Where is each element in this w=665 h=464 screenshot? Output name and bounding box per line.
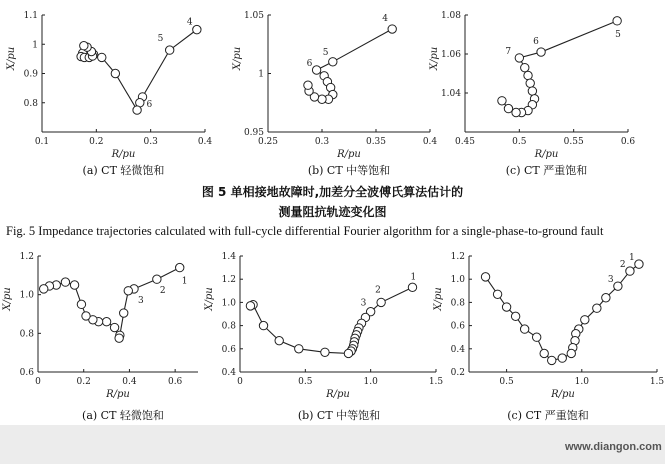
chart6-y-tick-label: 1.2 [450,252,465,262]
chart2-y-tick-label: 1 [258,69,264,80]
chart4-y-tick-label: 0.8 [19,329,34,340]
chart2-point [312,66,320,74]
caption-bottom-c: (c) CT 严重饱和 [507,409,589,422]
chart1-x-tick-label: 0.1 [34,137,50,147]
chart6-point [493,290,501,298]
chart4-y-tick-label: 1.0 [19,290,34,301]
chart6-point-label: 3 [607,275,614,286]
chart3-x-tick-label: 0.55 [563,137,584,147]
chart6-point [614,282,622,290]
chart3-x-tick-label: 0.45 [454,137,476,147]
chart6-point [558,354,566,362]
chart4-point-label: 3 [138,295,144,306]
chart3-x-axis-label: R/pu [534,149,559,160]
chart6-point [511,312,519,320]
chart6-y-tick-label: 0.4 [450,344,465,355]
chart4-point [176,263,184,271]
chart6-point [567,349,575,357]
chart1-point [80,42,88,50]
chart2-trajectory-line [308,29,392,99]
chart2-point-label: 6 [306,58,313,69]
chart4-point [77,300,85,308]
chart2-point-label: 5 [322,47,329,58]
chart6-point-label: 1 [628,253,635,264]
chart2-point [329,58,337,66]
chart6-point [540,349,548,357]
chart6-point [602,294,610,302]
chart6-point [548,356,556,364]
chart2-x-tick-label: 0.35 [365,137,387,147]
chart3-y-tick-label: 1.06 [440,50,461,60]
chart3-point [537,48,545,56]
chart4-x-tick-label: 0.4 [122,377,137,387]
chart6-point [520,325,528,333]
chart2-x-tick-label: 0.4 [422,137,438,147]
chart3-point [521,63,529,71]
chart5-point-label: 1 [410,272,417,283]
chart3-point [515,54,523,62]
chart4-point [82,312,90,320]
chart5-point [275,336,283,344]
chart5-point [321,348,329,356]
chart5-point [259,321,267,329]
chart4-x-tick-label: 0 [35,377,41,387]
chart5-point-label: 3 [360,298,367,309]
chart1-point [111,69,119,77]
chart5-x-tick-label: 0 [237,377,243,387]
chart5-y-tick-label: 1.0 [221,298,236,309]
chart6-x-tick-label: 1.0 [574,377,589,387]
chart4-point-label: 1 [181,276,188,287]
chart6-x-tick-label: 1.5 [649,377,665,387]
chart4-y-axis-label: X/pu [2,287,13,311]
chart6-trajectory-line [486,264,639,360]
chart6-y-tick-label: 0.6 [450,321,465,332]
chart3-y-axis-label: X/pu [429,46,440,71]
chart6-x-axis-label: R/pu [551,389,575,400]
chart3-trajectory-line [502,21,617,113]
chart5-point [377,298,385,306]
chart1-y-tick-label: 1.1 [23,11,38,21]
chart5-x-tick-label: 0.5 [298,377,313,387]
chart3-point [613,17,621,25]
chart1-point-label: 4 [186,17,193,28]
chart3-caption: (c) CT 严重饱和 [505,164,588,177]
chart6-y-axis-label: X/pu [433,287,444,311]
chart2-point [304,81,312,89]
chart5-x-tick-label: 1.5 [428,377,444,387]
chart4-point [110,323,118,331]
chart4-x-tick-label: 0.2 [76,377,91,387]
chart3-point-label: 5 [615,29,621,40]
chart4-y-tick-label: 1.2 [19,252,34,262]
chart6-point-label: 2 [619,260,626,271]
chart1-x-axis-label: R/pu [111,149,136,160]
chart2-x-tick-label: 0.3 [314,137,330,147]
chart3-y-tick-label: 1.08 [440,11,461,21]
chart4-point [120,309,128,317]
chart6-y-tick-label: 1.0 [450,275,465,286]
chart1-point [133,106,141,114]
chart3-point-label: 7 [505,46,512,57]
chart6-y-tick-label: 0.2 [450,368,465,378]
chart6-point [626,267,634,275]
figure-title-cn-line2: 测量阻抗轨迹变化图 [278,205,387,219]
chart6-point [502,303,510,311]
chart4-point [124,287,132,295]
chart2-x-tick-label: 0.25 [257,137,279,147]
chart5-y-tick-label: 1.4 [221,252,236,262]
chart5-point [246,302,254,310]
chart3-y-tick-label: 1.04 [440,89,461,99]
chart4-point [102,318,110,326]
chart3-point [498,97,506,105]
chart6-point [481,273,489,281]
chart4-point-label: 2 [159,286,166,297]
chart5-x-axis-label: R/pu [326,389,350,400]
chart3-x-tick-label: 0.5 [512,137,527,147]
chart1-x-tick-label: 0.4 [197,137,213,147]
chart4-point [153,275,161,283]
chart5-y-tick-label: 0.6 [221,344,236,355]
chart6-point [581,316,589,324]
chart4-point [70,281,78,289]
figure-title-en: Fig. 5 Impedance trajectories calculated with full-cycle differential Fourier algorithm for a single-phase-to-ground fault [6,224,604,238]
caption-bottom-a: (a) CT 轻微饱和 [82,409,164,422]
chart1-y-tick-label: 0.9 [23,69,38,80]
chart4-point [40,285,48,293]
chart6-point [635,260,643,268]
caption-bottom-b: (b) CT 中等饱和 [297,409,381,422]
chart2-x-axis-label: R/pu [337,149,361,160]
chart1-y-tick-label: 0.8 [23,98,38,109]
chart1-x-tick-label: 0.3 [143,137,158,147]
chart6-point [532,333,540,341]
chart1-point-label: 6 [146,99,153,110]
chart5-point-label: 2 [375,285,381,296]
chart2-point-label: 4 [382,14,388,25]
chart5-y-tick-label: 1.2 [221,275,236,286]
chart3-point [512,108,520,116]
chart1-point-label: 5 [157,34,164,45]
chart1-point [193,25,201,33]
chart2-y-tick-label: 1.05 [243,11,264,21]
chart5-trajectory-line [250,287,412,353]
chart5-point [295,345,303,353]
chart1-point [98,53,106,61]
chart4-point [61,278,69,286]
chart3-point [526,79,534,87]
watermark-text: www.diangon.com [565,441,662,453]
chart5-y-tick-label: 0.4 [221,368,236,378]
chart3-x-tick-label: 0.6 [620,137,636,147]
chart6-y-tick-label: 0.8 [450,298,465,309]
chart3-point [528,87,536,95]
chart1-x-tick-label: 0.2 [89,137,104,147]
chart4-x-tick-label: 0.6 [167,377,183,387]
chart4-x-axis-label: R/pu [106,389,130,400]
chart2-y-tick-label: 0.95 [243,128,264,138]
chart6-point [593,304,601,312]
chart2-point [388,25,396,33]
chart5-y-tick-label: 0.8 [221,321,236,332]
chart3-point [524,71,532,79]
chart6-x-tick-label: 0.5 [499,377,514,387]
chart4-y-tick-label: 0.6 [19,368,34,378]
chart1-point [165,46,173,54]
chart5-point [408,283,416,291]
figure-title-cn-line1: 图 5 单相接地故障时,加差分全波傅氏算法估计的 [201,185,464,199]
chart3-point-label: 6 [533,37,539,48]
chart5-x-tick-label: 1.0 [363,377,378,387]
chart1-y-tick-label: 1 [32,40,38,51]
chart2-y-axis-label: X/pu [232,46,243,71]
chart4-point [115,334,123,342]
chart1-y-axis-label: X/pu [6,46,17,71]
chart1-caption: (a) CT 轻微饱和 [82,164,165,177]
chart5-y-axis-label: X/pu [204,287,215,311]
chart5-point [344,349,352,357]
chart3-point [504,104,512,112]
chart2-caption: (b) CT 中等饱和 [307,164,391,177]
